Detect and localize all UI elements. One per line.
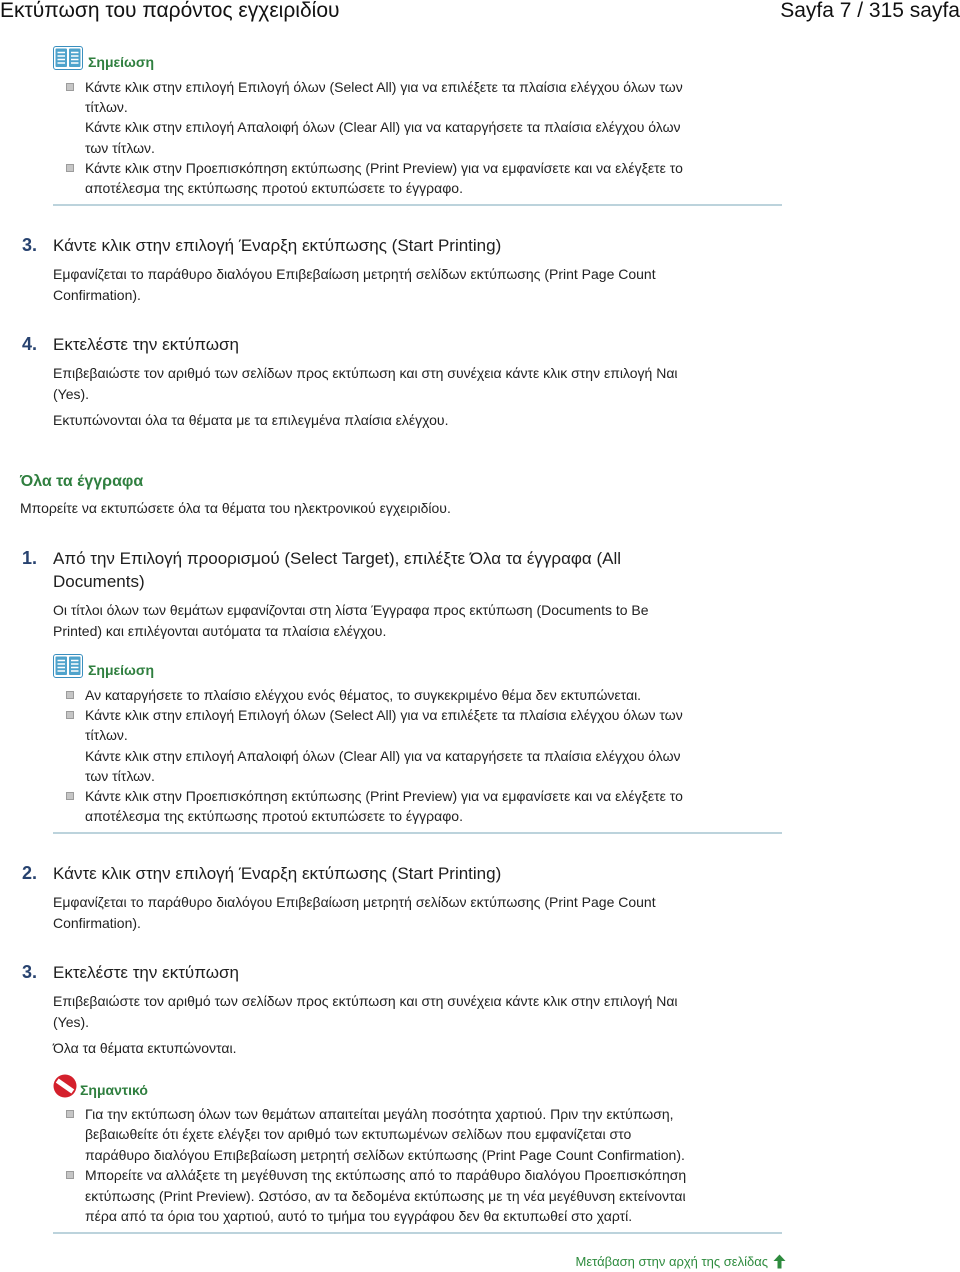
important-text-line: παράθυρο διαλόγου Επιβεβαίωση μετρητή σελίδων εκτύπωσης (Print Page Count Confirmation). xyxy=(85,1146,685,1163)
note-item xyxy=(85,685,683,705)
footer xyxy=(0,1253,786,1271)
step-paragraph xyxy=(53,264,813,305)
note-item xyxy=(85,77,683,158)
step-title-line: Εκτελέστε την εκτύπωση xyxy=(53,963,239,982)
step-title-line: Documents) xyxy=(53,572,145,591)
step-text-line: Εμφανίζεται το παράθυρο διαλόγου Επιβεβαίωση μετρητή σελίδων εκτύπωσης (Print Page Count xyxy=(53,894,656,910)
back-to-top-link[interactable]: Μετάβαση στην αρχή της σελίδας xyxy=(575,1254,768,1269)
note-text-line: Κάντε κλικ στην επιλογή Επιλογή όλων (Select All) για να επιλέξετε τα πλαίσια ελέγχου όλων των xyxy=(85,79,683,95)
step-title xyxy=(53,234,813,257)
bullet-icon xyxy=(66,711,74,719)
step-number: 4. xyxy=(22,334,38,354)
note-text-line: αποτέλεσμα της εκτύπωσης προτού εκτυπώσετε το έγγραφο. xyxy=(85,180,463,197)
step-text-line: Όλα τα θέματα εκτυπώνονται. xyxy=(53,1040,237,1056)
step xyxy=(22,234,813,305)
important-item xyxy=(85,1165,686,1226)
section-heading: Όλα τα έγγραφα xyxy=(20,473,144,490)
step-text-line: Printed) και επιλέγονται αυτόματα τα πλαίσια ελέγχου. xyxy=(53,622,387,639)
step-number: 3. xyxy=(22,235,38,255)
step-paragraph xyxy=(53,363,813,404)
step-number: 2. xyxy=(22,863,38,883)
step-paragraph xyxy=(53,892,813,933)
note-label: Σημείωση xyxy=(88,662,155,678)
step-text-line: Οι τίτλοι όλων των θεμάτων εμφανίζονται στη λίστα Έγγραφα προς εκτύπωση (Documents to Be xyxy=(53,602,649,618)
section-divider xyxy=(53,1232,782,1234)
note-text-line: Αν καταργήσετε το πλαίσιο ελέγχου ενός θέματος, το συγκεκριμένο θέμα δεν εκτυπώνεται. xyxy=(85,687,642,703)
important-text-line: εκτύπωσης (Print Preview). Ωστόσο, αν τα δεδομένα εκτύπωσης με τη νέα μεγέθυνση εκτείνονται xyxy=(85,1187,686,1204)
step-title xyxy=(53,961,813,984)
note-text-line: Κάντε κλικ στην επιλογή Απαλοιφή όλων (Clear All) για να καταργήσετε τα πλαίσια ελέγχου όλων xyxy=(85,747,681,764)
note-book-icon xyxy=(53,46,83,70)
section-intro: Μπορείτε να εκτυπώσετε όλα τα θέματα του ηλεκτρονικού εγχειριδίου. xyxy=(20,500,451,516)
step-title-line: Εκτελέστε την εκτύπωση xyxy=(53,335,239,354)
step-text-line: Εκτυπώνονται όλα τα θέματα με τα επιλεγμένα πλαίσια ελέγχου. xyxy=(53,412,449,428)
important-text-line: Μπορείτε να αλλάξετε τη μεγέθυνση της εκτύπωσης από το παράθυρο διαλόγου Προεπισκόπηση xyxy=(85,1167,687,1184)
step-text-line: Confirmation). xyxy=(53,914,141,931)
important-text-line: Για την εκτύπωση όλων των θεμάτων απαιτείται μεγάλη ποσότητα χαρτιού. Πριν την εκτύπωση, xyxy=(85,1106,674,1122)
step xyxy=(22,333,813,431)
step xyxy=(22,961,813,1059)
note-text-line: των τίτλων. xyxy=(85,767,155,784)
note-item xyxy=(85,158,683,198)
note-list xyxy=(85,77,683,198)
step-title-line: Κάντε κλικ στην επιλογή Έναρξη εκτύπωσης (Start Printing) xyxy=(53,236,502,255)
note-text-line: Κάντε κλικ στην επιλογή Επιλογή όλων (Select All) για να επιλέξετε τα πλαίσια ελέγχου όλων των xyxy=(85,707,683,724)
step-title xyxy=(53,333,813,356)
step-paragraph xyxy=(53,991,813,1032)
important-text-line: πέρα από τα όρια του χαρτιού, αυτό το τμήμα του εγγράφου δεν θα εκτυπωθεί στο χαρτί. xyxy=(85,1208,633,1225)
note-text-line: τίτλων. xyxy=(85,727,128,744)
step-title xyxy=(53,547,813,593)
note-text-line: αποτέλεσμα της εκτύπωσης προτού εκτυπώσετε το έγγραφο. xyxy=(85,808,463,825)
section-divider xyxy=(53,832,782,834)
step-number: 3. xyxy=(22,962,38,982)
bullet-icon xyxy=(66,691,74,699)
important-list xyxy=(85,1104,686,1226)
step-text-line: Confirmation). xyxy=(53,286,141,303)
step-title-line: Από την Επιλογή προορισμού (Select Target), επιλέξτε Όλα τα έγγραφα (All xyxy=(53,549,622,568)
step-text-line: Επιβεβαιώστε τον αριθμό των σελίδων προς εκτύπωση και στη συνέχεια κάντε κλικ στην επιλογή Ναι xyxy=(53,365,678,381)
step-paragraph xyxy=(53,600,813,641)
step-text-line: (Yes). xyxy=(53,1013,90,1030)
important-text-line: βεβαιωθείτε ότι έχετε ελέγξει τον αριθμό των εκτυπωμένων σελίδων που εμφανίζεται στο xyxy=(85,1126,632,1143)
note-list xyxy=(85,685,683,826)
important-label: Σημαντικό xyxy=(80,1082,148,1098)
note-item xyxy=(85,786,683,826)
important-item xyxy=(85,1104,686,1165)
bullet-icon xyxy=(66,1171,74,1179)
note-text-line: των τίτλων. xyxy=(85,139,155,156)
step xyxy=(22,547,813,641)
step xyxy=(22,862,813,933)
step-number: 1. xyxy=(22,548,38,568)
note-text-line: Κάντε κλικ στην επιλογή Απαλοιφή όλων (Clear All) για να καταργήσετε τα πλαίσια ελέγχου όλων xyxy=(85,119,681,136)
arrow-up-icon[interactable] xyxy=(773,1254,786,1269)
step-text-line: (Yes). xyxy=(53,385,90,402)
step-title-line: Κάντε κλικ στην επιλογή Έναρξη εκτύπωσης (Start Printing) xyxy=(53,864,502,883)
bullet-icon xyxy=(66,792,74,800)
step-text-line: Εμφανίζεται το παράθυρο διαλόγου Επιβεβαίωση μετρητή σελίδων εκτύπωσης (Print Page Count xyxy=(53,266,656,282)
page-indicator: Sayfa 7 / 315 sayfa xyxy=(780,0,960,22)
note-item xyxy=(85,705,683,786)
note-text-line: Κάντε κλικ στην Προεπισκόπηση εκτύπωσης (Print Preview) για να εμφανίσετε και να ελέγξετε το xyxy=(85,159,683,176)
step-title xyxy=(53,862,813,885)
bullet-icon xyxy=(66,164,74,172)
page-title: Εκτύπωση του παρόντος εγχειριδίου xyxy=(0,0,340,22)
note-text-line: Κάντε κλικ στην Προεπισκόπηση εκτύπωσης (Print Preview) για να εμφανίσετε και να ελέγξετε το xyxy=(85,788,683,805)
section-divider xyxy=(53,204,782,206)
step-paragraph xyxy=(53,410,813,431)
note-text-line: τίτλων. xyxy=(85,99,128,116)
note-book-icon xyxy=(53,654,83,678)
step-paragraph xyxy=(53,1038,813,1059)
step-text-line: Επιβεβαιώστε τον αριθμό των σελίδων προς εκτύπωση και στη συνέχεια κάντε κλικ στην επιλογή Ναι xyxy=(53,993,678,1009)
no-entry-icon xyxy=(53,1074,77,1098)
note-label: Σημείωση xyxy=(88,54,155,70)
bullet-icon xyxy=(66,1110,74,1118)
bullet-icon xyxy=(66,83,74,91)
